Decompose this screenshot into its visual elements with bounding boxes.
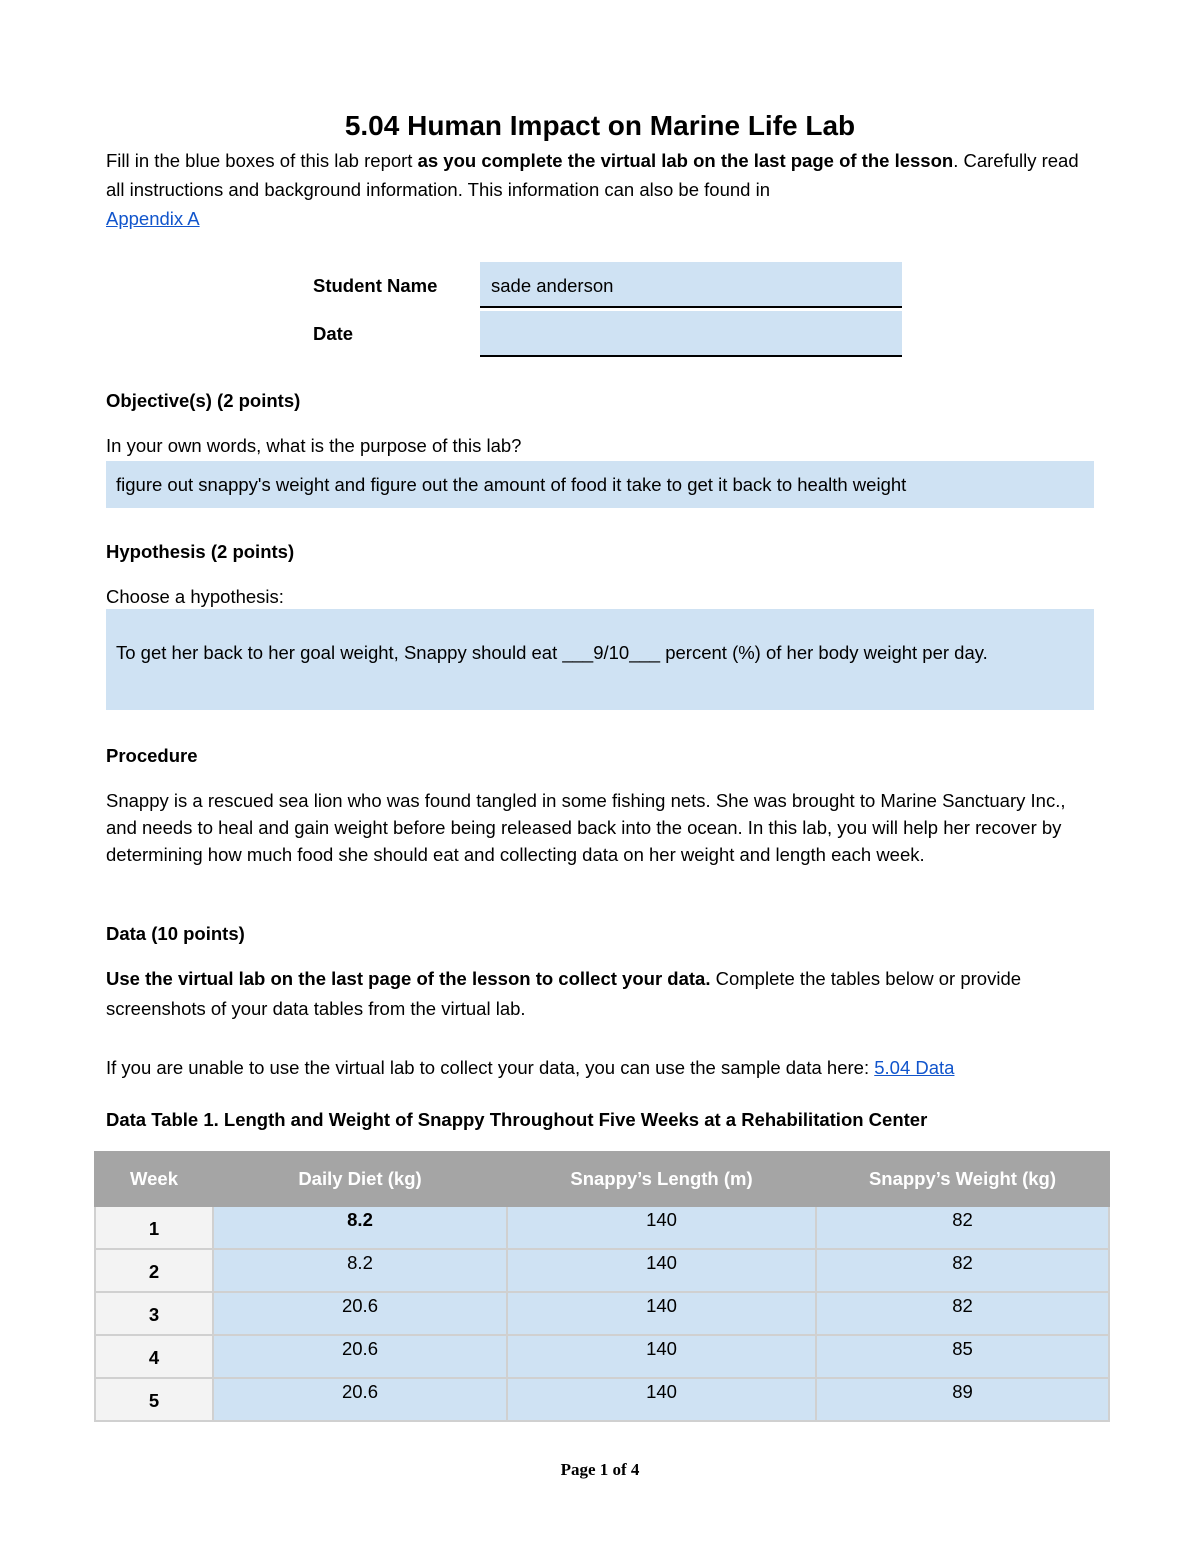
weight-cell[interactable]: 82 [816,1206,1109,1249]
length-cell[interactable]: 140 [507,1335,816,1378]
diet-cell[interactable]: 20.6 [213,1292,507,1335]
procedure-text: Snappy is a rescued sea lion who was found tangled in some fishing nets. She was brought to Marine Sanctuary Inc., and needs to heal and gain weight before being released back into the ocean. In this lab, you will help her recover by determining how much food she should eat and collecting data on her weight and length each week. [106,790,1066,865]
weight-cell[interactable]: 85 [816,1335,1109,1378]
procedure-heading: Procedure [106,745,198,766]
data-table [94,1151,1110,1422]
sample-data-link[interactable]: 5.04 Data [874,1057,955,1078]
table-row [95,1292,1109,1335]
weight-cell[interactable]: 82 [816,1292,1109,1335]
length-cell[interactable]: 140 [507,1378,816,1421]
objective-heading: Objective(s) (2 points) [106,390,301,411]
data-instruction-bold: Use the virtual lab on the last page of the lesson to collect your data. [106,968,711,989]
objective-prompt: In your own words, what is the purpose of this lab? [106,435,522,456]
header-weight: Snappy’s Weight (kg) [816,1152,1109,1206]
student-name-field[interactable]: sade anderson [480,262,902,308]
diet-cell[interactable]: 8.2 [213,1206,507,1249]
table-header-row [95,1152,1109,1206]
data-instructions [106,964,1096,1024]
weight-cell[interactable]: 82 [816,1249,1109,1292]
data-heading: Data (10 points) [106,923,245,944]
length-cell[interactable]: 140 [507,1292,816,1335]
table-row [95,1335,1109,1378]
objective-answer-box[interactable]: figure out snappy's weight and figure out the amount of food it take to get it back to health weight [106,461,1094,508]
student-name-label: Student Name [313,275,438,296]
diet-cell[interactable]: 8.2 [213,1249,507,1292]
week-cell: 5 [95,1378,213,1421]
diet-cell[interactable]: 20.6 [213,1335,507,1378]
date-label: Date [313,323,354,344]
diet-cell[interactable]: 20.6 [213,1378,507,1421]
appendix-a-link[interactable]: Appendix A [106,208,200,229]
week-cell: 1 [95,1206,213,1249]
hypothesis-answer-box[interactable]: To get her back to her goal weight, Snappy should eat ___9/10___ percent (%) of her body weight per day. [106,609,1094,710]
date-field[interactable] [480,311,902,357]
data-instruction-text: Complete the tables below or provide screenshots of your data tables from the virtual lab. [106,968,1022,1019]
week-cell: 4 [95,1335,213,1378]
intro-text-1: Fill in the blue boxes of this lab report [106,150,418,171]
hypothesis-heading: Hypothesis (2 points) [106,541,295,562]
intro-paragraph [106,146,1096,233]
header-week: Week [95,1152,213,1206]
table-title: Data Table 1. Length and Weight of Snappy Throughout Five Weeks at a Rehabilitation Center [106,1109,928,1130]
table-row [95,1249,1109,1292]
week-cell: 3 [95,1292,213,1335]
hypothesis-prompt: Choose a hypothesis: [106,586,284,607]
table-row [95,1206,1109,1249]
intro-text-2: . Carefully read all instructions and background information. This information can also be found in [106,150,1079,200]
weight-cell[interactable]: 89 [816,1378,1109,1421]
length-cell[interactable]: 140 [507,1206,816,1249]
page-number: Page 1 of 4 [560,1460,640,1479]
page-title: 5.04 Human Impact on Marine Life Lab [344,110,856,141]
header-daily-diet: Daily Diet (kg) [213,1152,507,1206]
header-length: Snappy’s Length (m) [507,1152,816,1206]
length-cell[interactable]: 140 [507,1249,816,1292]
sample-data-text [106,1054,1096,1081]
intro-bold-text: as you complete the virtual lab on the last page of the lesson [417,150,954,171]
week-cell: 2 [95,1249,213,1292]
sample-data-label: If you are unable to use the virtual lab to collect your data, you can use the sample data here: [106,1057,875,1078]
table-row [95,1378,1109,1421]
